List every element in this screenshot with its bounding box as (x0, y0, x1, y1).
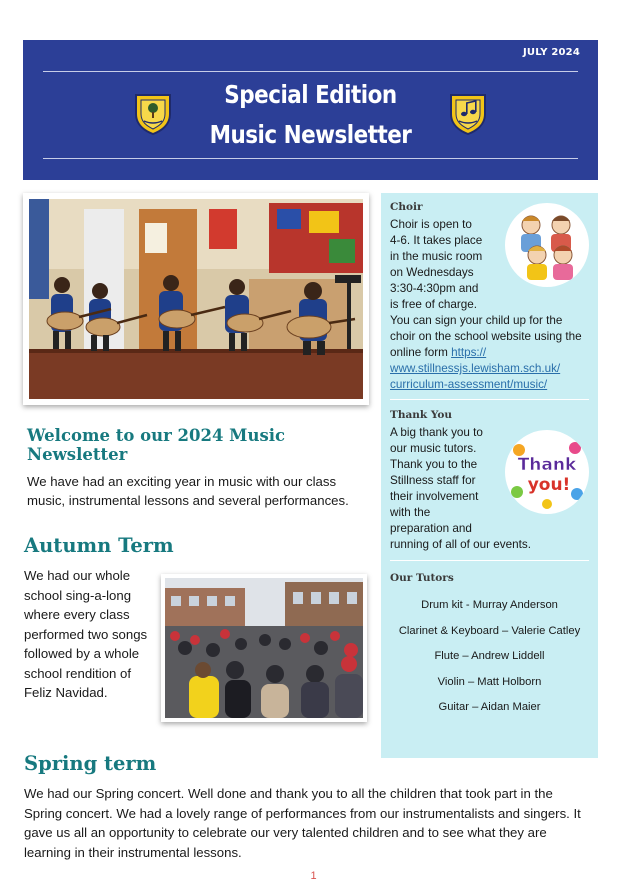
choir-singers-image (505, 203, 589, 287)
tutor-item: Drum kit - Murray Anderson (421, 599, 558, 611)
choir-signup-text: You can sign your child up for the choir on the school website using the online form (390, 314, 582, 359)
tutor-item: Guitar – Aidan Maier (438, 701, 541, 713)
thank-you-text: A big thank you to our music tutors. Thank you to the Stillness staff for their involvement with the preparation and running of all of our events. (390, 426, 531, 551)
thank-you-image-text-1: Thank (517, 455, 577, 475)
tutor-item: Violin – Matt Holborn (437, 676, 542, 688)
tutor-item: Flute – Andrew Liddell (434, 650, 545, 662)
choir-signup-link-part-1[interactable]: https:// (451, 346, 487, 359)
thank-you-image-text-2: you! (527, 475, 571, 495)
issue-date: JULY 2024 (522, 47, 580, 58)
banner-title-line-2: Music Newsletter (209, 120, 412, 149)
info-sidebar (381, 193, 598, 758)
spring-term-text: We had our Spring concert. Well done and thank you to all the children that took part in the Spring concert. We had a lovely range of performances from our instrumentalists and singers. It gave us all an opportunity to celebrate our very talented children and to see what they are learning in their instrumental lessons. (24, 786, 581, 860)
page-number: 1 (310, 870, 317, 882)
choir-text-wide (390, 313, 590, 393)
welcome-heading: Welcome to our 2024 Music Newsletter (27, 426, 286, 464)
guitar-players-illustration (29, 199, 363, 399)
choir-text-narrow: Choir is open to 4-6. It takes place in the music room on Wednesdays 3:30-4:30pm and is free of charge. (390, 218, 483, 311)
thank-you-flowers-icon (505, 430, 589, 514)
welcome-text: We have had an exciting year in music with our class music, instrumental lessons and several performances. (27, 474, 349, 508)
choir-heading: Choir (390, 201, 423, 213)
our-tutors-heading: Our Tutors (390, 572, 454, 584)
choir-signup-link-part-2[interactable]: www.stillnessjs.lewisham.sch.uk/ (390, 362, 561, 375)
newsletter-banner (23, 40, 598, 180)
sidebar-divider (390, 560, 589, 561)
thank-you-heading: Thank You (390, 409, 453, 421)
guitar-performance-photo (23, 193, 369, 405)
autumn-term-heading: Autumn Term (24, 534, 174, 557)
autumn-term-text: We had our whole school sing-a-long where every class performed two songs followed by a whole school rendition of Feliz Navidad. (24, 568, 148, 700)
choir-signup-link-part-3[interactable]: curriculum-assessment/music/ (390, 378, 548, 391)
thank-you-image (505, 430, 589, 514)
banner-bottom-rule (43, 158, 578, 159)
banner-top-rule (43, 71, 578, 72)
sing-along-crowd-illustration (165, 578, 363, 718)
tutor-item: Clarinet & Keyboard – Valerie Catley (398, 625, 581, 637)
sing-along-photo (161, 574, 367, 722)
sidebar-divider (390, 399, 589, 400)
choir-singers-icon (505, 203, 589, 287)
spring-term-heading: Spring term (24, 752, 157, 775)
banner-title-line-1: Special Edition (224, 80, 397, 109)
